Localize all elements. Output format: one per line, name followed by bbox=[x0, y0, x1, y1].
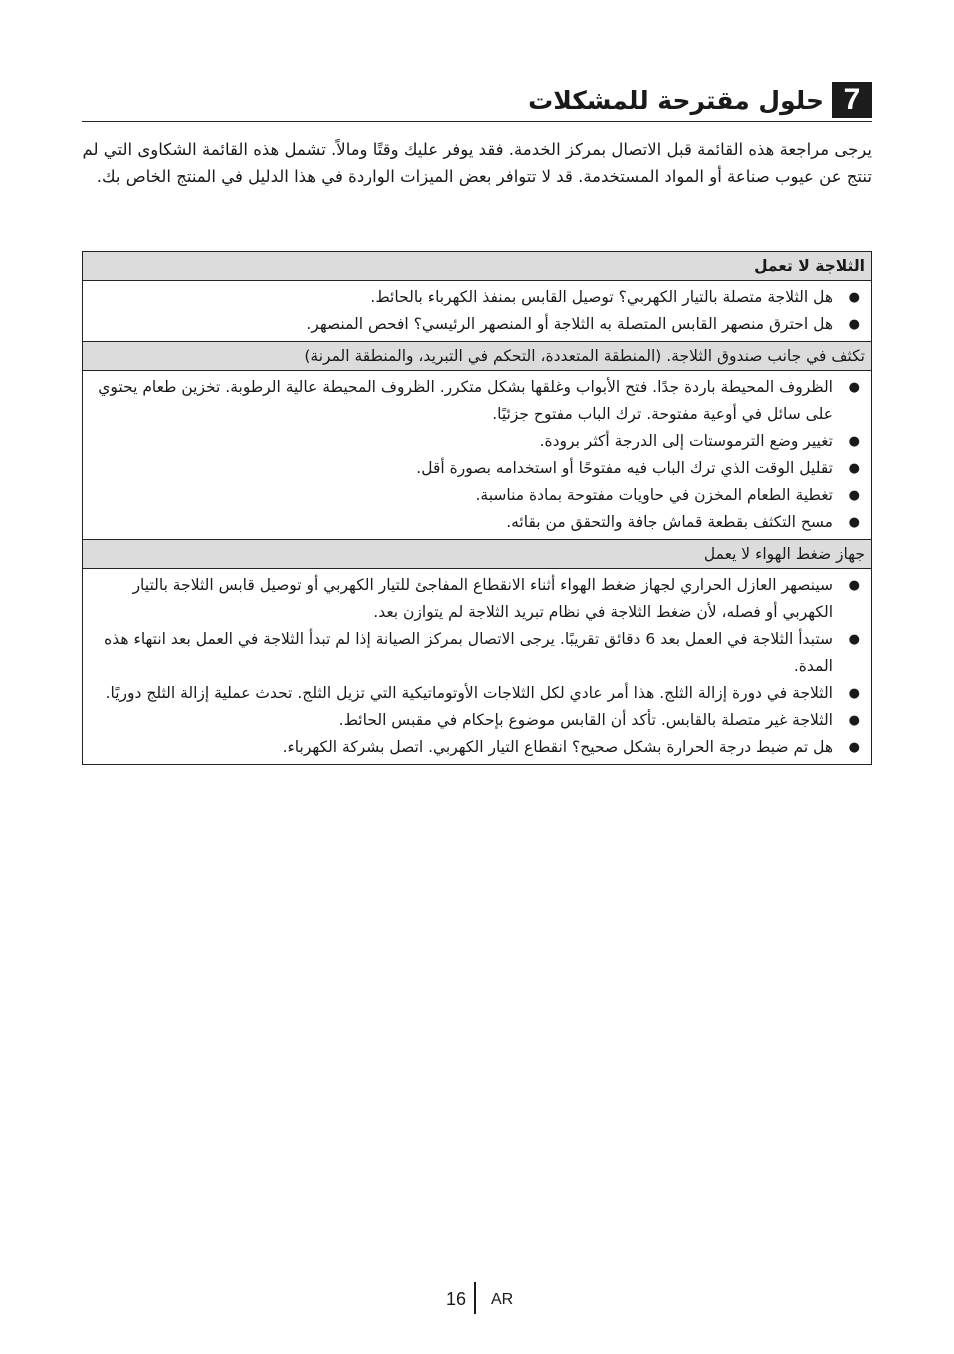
section-body bbox=[83, 281, 871, 342]
bullet-icon: ● bbox=[848, 740, 860, 755]
solution-item bbox=[87, 428, 871, 455]
chapter-header bbox=[82, 80, 872, 120]
solution-text: تغيير وضع الترموستات إلى الدرجة أكثر برودة. bbox=[539, 432, 833, 450]
header-divider bbox=[82, 121, 872, 122]
solution-list bbox=[87, 374, 871, 536]
solution-item bbox=[87, 311, 871, 338]
chapter-title: حلول مقترحة للمشكلات bbox=[528, 85, 824, 115]
solution-list bbox=[87, 572, 871, 761]
section-heading: الثلاجة لا تعمل bbox=[83, 252, 871, 281]
solution-item bbox=[87, 707, 871, 734]
solution-text: هل الثلاجة متصلة بالتيار الكهربي؟ توصيل القابس بمنفذ الكهرباء بالحائط. bbox=[370, 288, 833, 306]
solution-text: تقليل الوقت الذي ترك الباب فيه مفتوحًا أو استخدامه بصورة أقل. bbox=[416, 459, 833, 477]
solution-item bbox=[87, 572, 871, 626]
section-heading: جهاز ضغط الهواء لا يعمل bbox=[83, 540, 871, 569]
bullet-icon: ● bbox=[848, 461, 860, 476]
bullet-icon: ● bbox=[848, 632, 860, 647]
solution-text: ستبدأ الثلاجة في العمل بعد 6 دقائق تقريبًا. يرجى الاتصال بمركز الصيانة إذا لم تبدأ الثلاجة في العمل بعد انتهاء هذه المدة. bbox=[104, 630, 833, 675]
solution-text: الثلاجة غير متصلة بالقابس. تأكد أن القابس موضوع بإحكام في مقبس الحائط. bbox=[338, 711, 833, 729]
footer-divider bbox=[474, 1282, 476, 1314]
solution-item bbox=[87, 509, 871, 536]
solution-list bbox=[87, 284, 871, 338]
chapter-number-badge: 7 bbox=[832, 82, 872, 118]
solution-text: مسح التكثف بقطعة قماش جافة والتحقق من بقائه. bbox=[506, 513, 833, 531]
bullet-icon: ● bbox=[848, 578, 860, 593]
solution-text: سينصهر العازل الحراري لجهاز ضغط الهواء أثناء الانقطاع المفاجئ للتيار الكهربي أو توصيل قابس الثلاجة بالتيار الكهربي أو فصله، لأن ضغط الثلاجة في نظام تبريد الثلاجة لم يتوازن بعد. bbox=[132, 576, 833, 621]
solution-item bbox=[87, 284, 871, 311]
bullet-icon: ● bbox=[848, 434, 860, 449]
solution-item bbox=[87, 626, 871, 680]
bullet-icon: ● bbox=[848, 515, 860, 530]
solution-text: تغطية الطعام المخزن في حاويات مفتوحة بمادة مناسبة. bbox=[475, 486, 833, 504]
page-number: 16 bbox=[445, 1289, 466, 1309]
solution-item bbox=[87, 680, 871, 707]
solution-text: هل احترق منصهر القابس المتصلة به الثلاجة أو المنصهر الرئيسي؟ افحص المنصهر. bbox=[306, 315, 833, 333]
solution-text: الثلاجة في دورة إزالة الثلج. هذا أمر عادي لكل الثلاجات الأوتوماتيكية التي تزيل الثلج. تحدث عملية إزالة الثلج دوريًا. bbox=[105, 684, 833, 702]
troubleshooting-table bbox=[82, 251, 872, 765]
solution-text: هل تم ضبط درجة الحرارة بشكل صحيح؟ انقطاع التيار الكهربي. اتصل بشركة الكهرباء. bbox=[282, 738, 833, 756]
language-code: AR bbox=[491, 1291, 514, 1308]
bullet-icon: ● bbox=[848, 317, 860, 332]
bullet-icon: ● bbox=[848, 686, 860, 701]
solution-item bbox=[87, 455, 871, 482]
section-body bbox=[83, 371, 871, 540]
solution-item bbox=[87, 482, 871, 509]
solution-item bbox=[87, 734, 871, 761]
bullet-icon: ● bbox=[848, 488, 860, 503]
bullet-icon: ● bbox=[848, 713, 860, 728]
section-body bbox=[83, 569, 871, 764]
bullet-icon: ● bbox=[848, 380, 860, 395]
solution-item bbox=[87, 374, 871, 428]
section-heading: تكثف في جانب صندوق الثلاجة. (المنطقة المتعددة، التحكم في التبريد، والمنطقة المرنة) bbox=[83, 342, 871, 371]
bullet-icon: ● bbox=[848, 290, 860, 305]
intro-paragraph: يرجى مراجعة هذه القائمة قبل الاتصال بمركز الخدمة. فقد يوفر عليك وقتًا ومالاً. تشمل هذه القائمة الشكاوى التي لم تنتج عن عيوب صناعة أو المواد المستخدمة. قد لا تتوافر بعض الميزات الواردة في هذا الدليل في المنتج الخاص بك. bbox=[82, 140, 872, 186]
solution-text: الظروف المحيطة باردة جدًا. فتح الأبواب وغلقها بشكل متكرر. الظروف المحيطة عالية الرطوبة. تخزين طعام يحتوي على سائل في أوعية مفتوحة. ترك الباب مفتوح جزئيًا. bbox=[98, 378, 833, 423]
